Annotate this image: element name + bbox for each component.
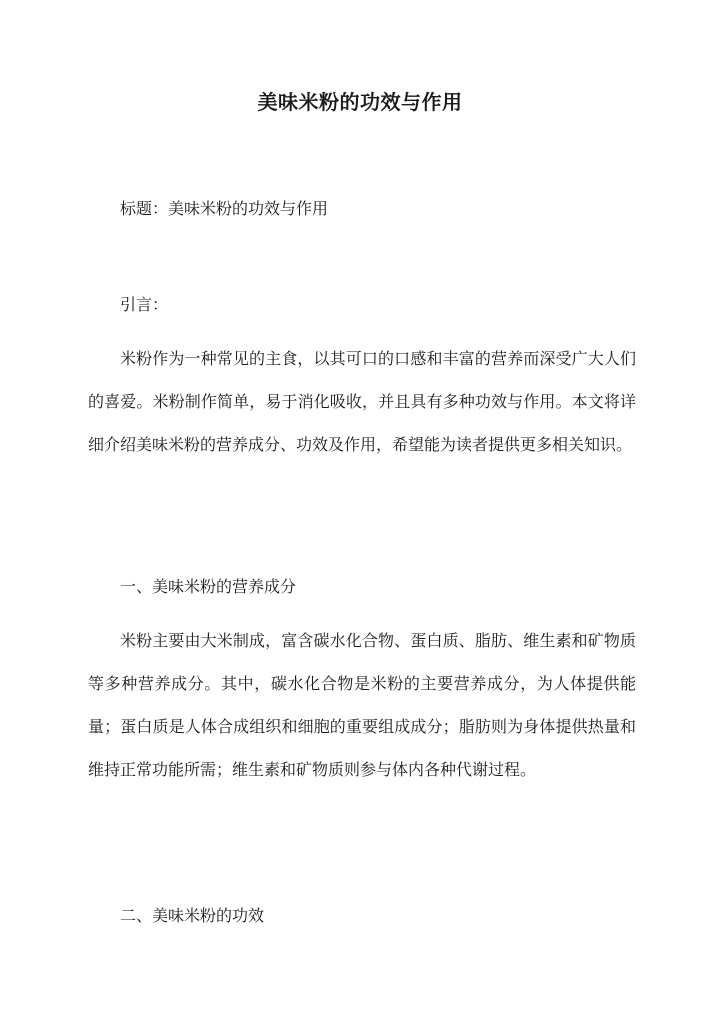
subtitle-line: 标题：美味米粉的功效与作用 — [120, 199, 329, 218]
section2-heading: 二、美味米粉的功效 — [120, 906, 265, 925]
section1-paragraph: 米粉主要由大米制成，富含碳水化合物、蛋白质、脂肪、维生素和矿物质等多种营养成分。其中，碳水化合物是米粉的主要营养成分，为人体提供能量；蛋白质是人体合成组织和细胞的重要组成成分；脂肪则为身体提供热量和维持正常功能所需；维生素和矿物质则参与体内各种代谢过程。 — [88, 631, 636, 779]
section1-heading: 一、美味米粉的营养成分 — [120, 577, 297, 596]
intro-heading: 引言： — [120, 295, 169, 314]
intro-paragraph: 米粉作为一种常见的主食，以其可口的口感和丰富的营养而深受广大人们的喜爱。米粉制作简单，易于消化吸收，并且具有多种功效与作用。本文将详细介绍美味米粉的营养成分、功效及作用，希望能为读者提供更多相关知识。 — [88, 349, 636, 454]
page-title: 美味米粉的功效与作用 — [257, 90, 463, 114]
